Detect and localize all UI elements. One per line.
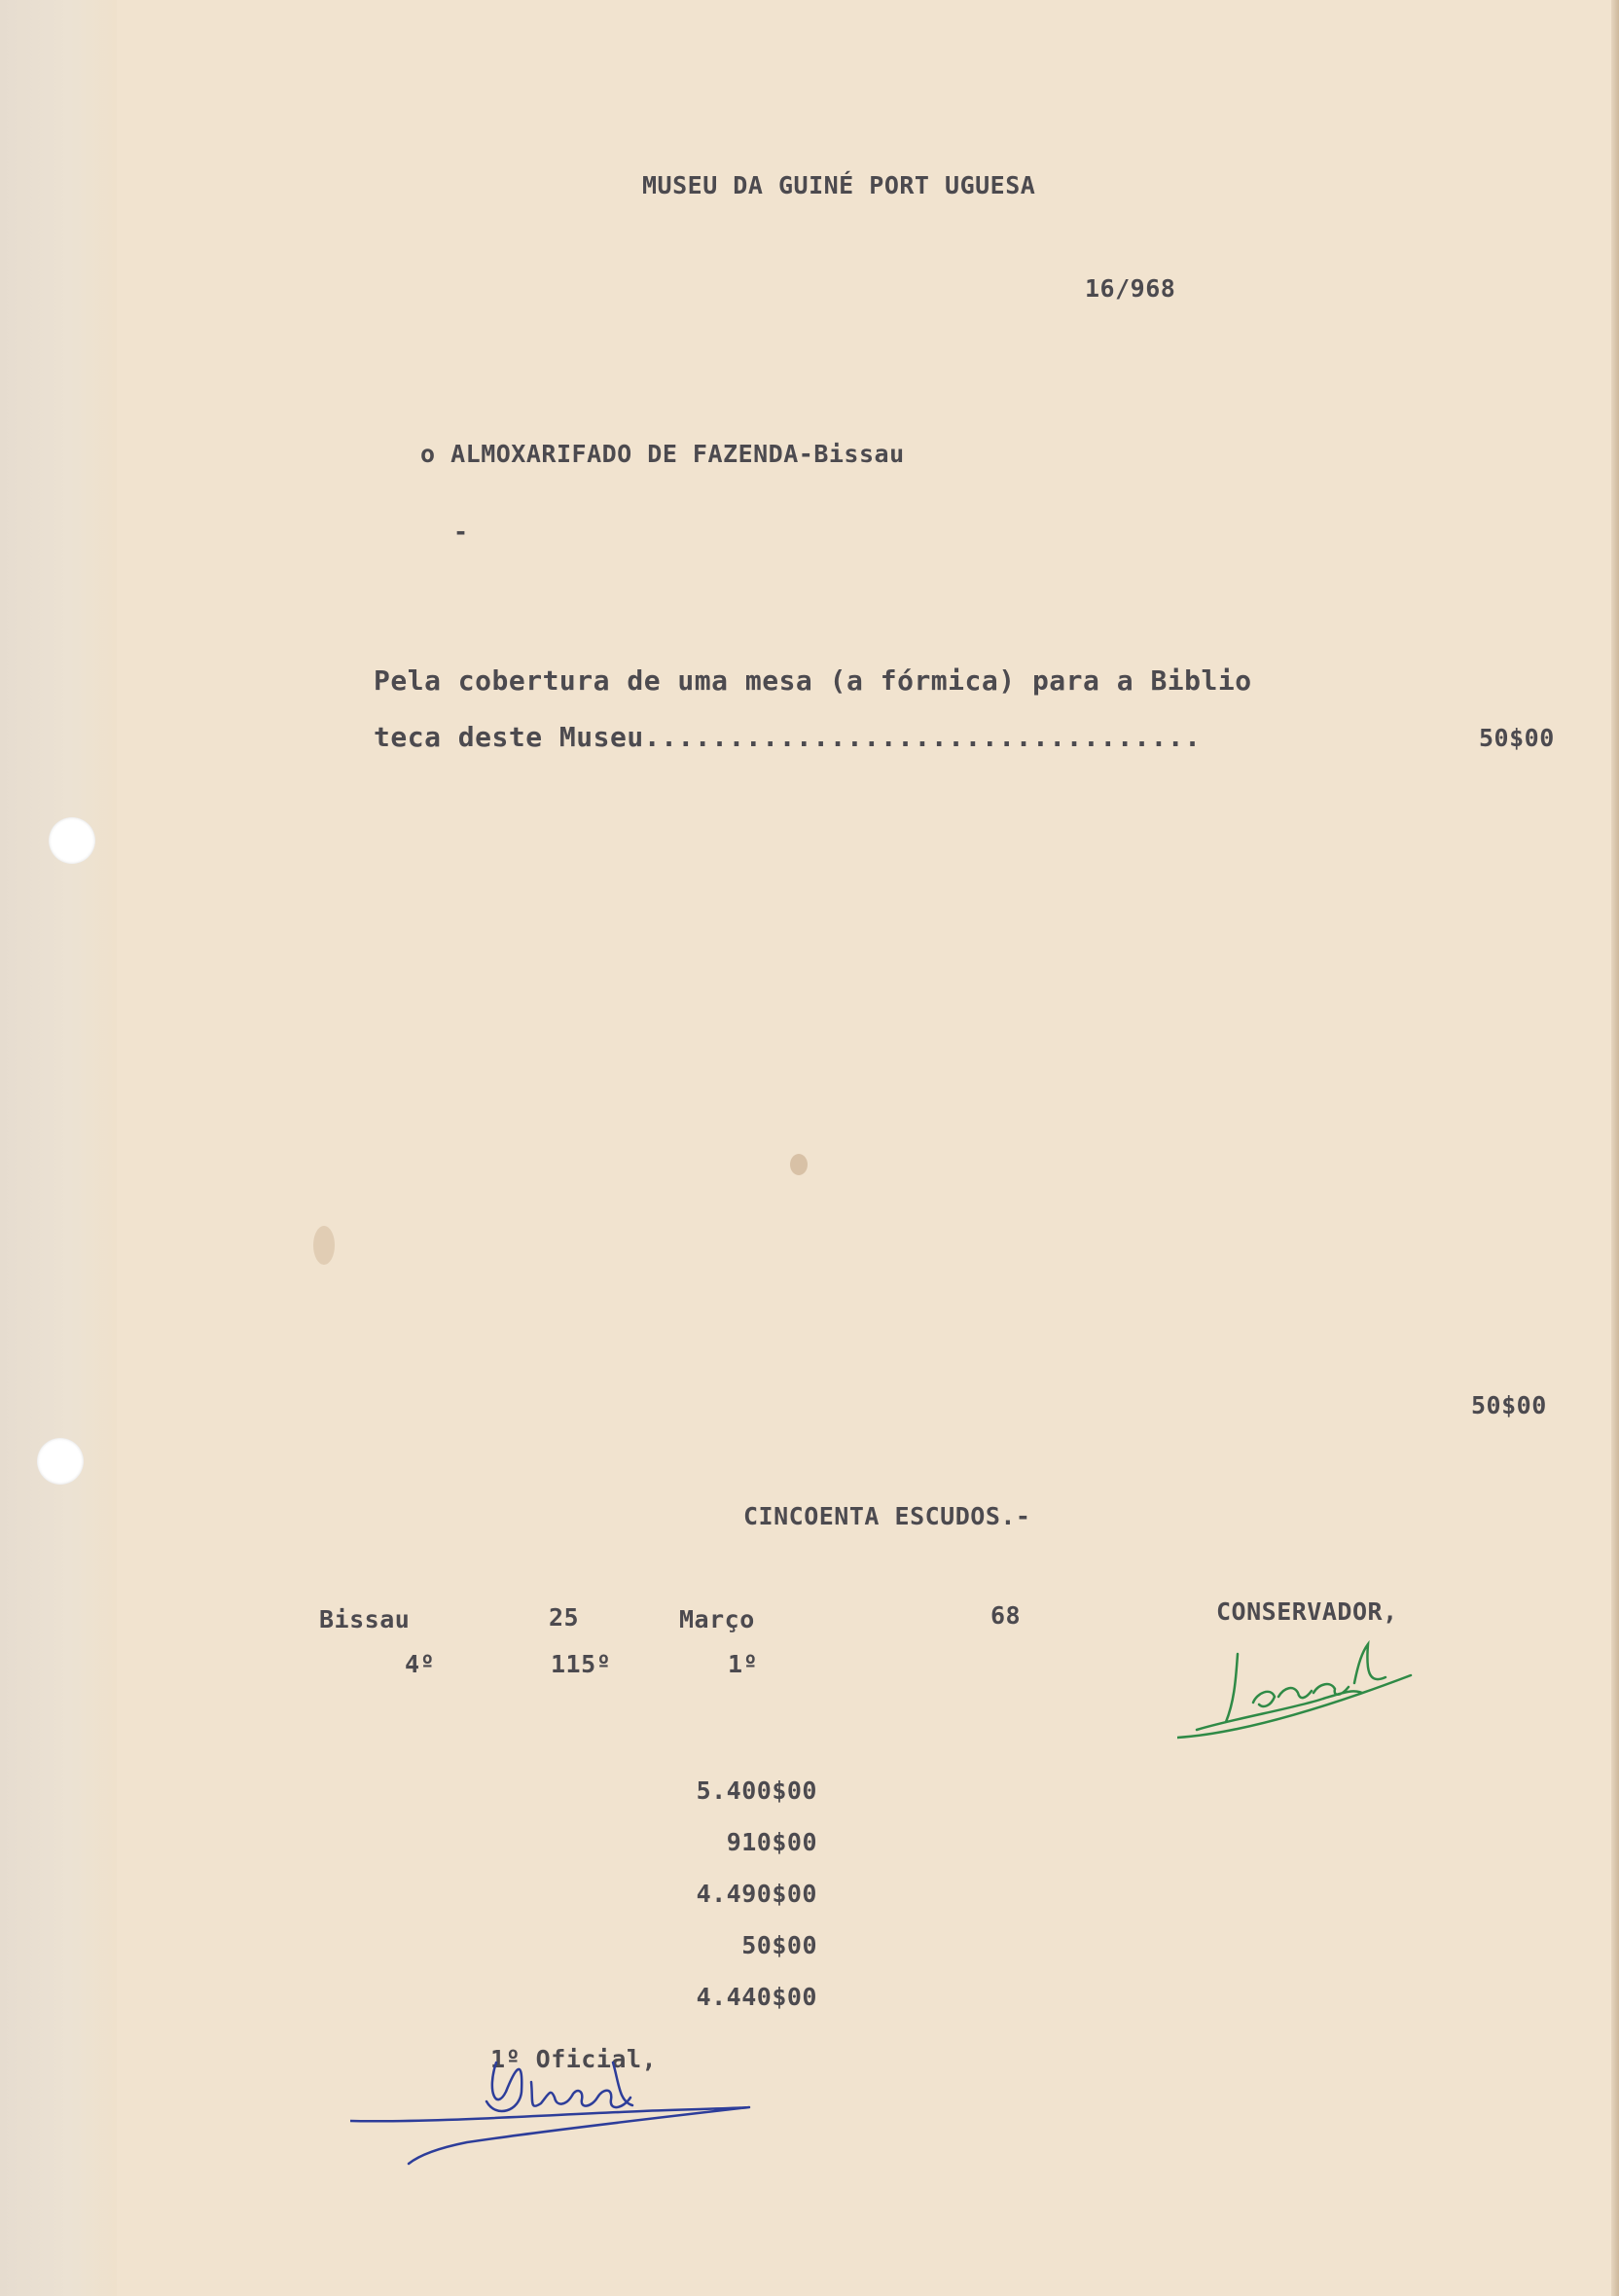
officer-title: 1º Oficial, (490, 2045, 658, 2073)
paper-left-strip (0, 0, 117, 2296)
code-3: 1º (728, 1650, 759, 1678)
item-line-2: teca deste Museu................................. (374, 721, 1202, 753)
signatory-role: CONSERVADOR, (1216, 1597, 1398, 1626)
addressee-line: o ALMOXARIFADO DE FAZENDA-Bissau (420, 440, 905, 468)
reference-number: 16/968 (1085, 274, 1176, 303)
punch-hole-top (49, 817, 95, 864)
item-amount: 50$00 (1479, 724, 1555, 752)
amount-in-words: CINCOENTA ESCUDOS.- (743, 1502, 1031, 1530)
institution-title: MUSEU DA GUINÉ PORT UGUESA (642, 171, 1036, 199)
ledger-line-3: 4.490$00 (696, 1880, 817, 1908)
date-place: Bissau (319, 1605, 411, 1633)
date-month: Março (679, 1605, 755, 1633)
oficial-signature (350, 2033, 759, 2179)
date-day: 25 (549, 1603, 580, 1632)
conservador-signature (1177, 1625, 1430, 1751)
addressee-dash: - (453, 518, 469, 546)
item-line-1: Pela cobertura de uma mesa (a fórmica) para a Biblio (374, 664, 1252, 697)
paper-right-edge (1611, 0, 1619, 2296)
ledger-line-1: 5.400$00 (696, 1776, 817, 1805)
punch-hole-bottom (37, 1438, 84, 1485)
ledger-line-5: 4.440$00 (696, 1983, 817, 2011)
ledger-line-2: 910$00 (726, 1828, 817, 1856)
date-year: 68 (990, 1601, 1022, 1630)
code-1: 4º (405, 1650, 436, 1678)
stain-small (790, 1154, 808, 1175)
stain-left (313, 1226, 335, 1265)
code-2: 115º (551, 1650, 612, 1678)
total-amount: 50$00 (1471, 1391, 1547, 1419)
ledger-line-4: 50$00 (741, 1931, 817, 1959)
